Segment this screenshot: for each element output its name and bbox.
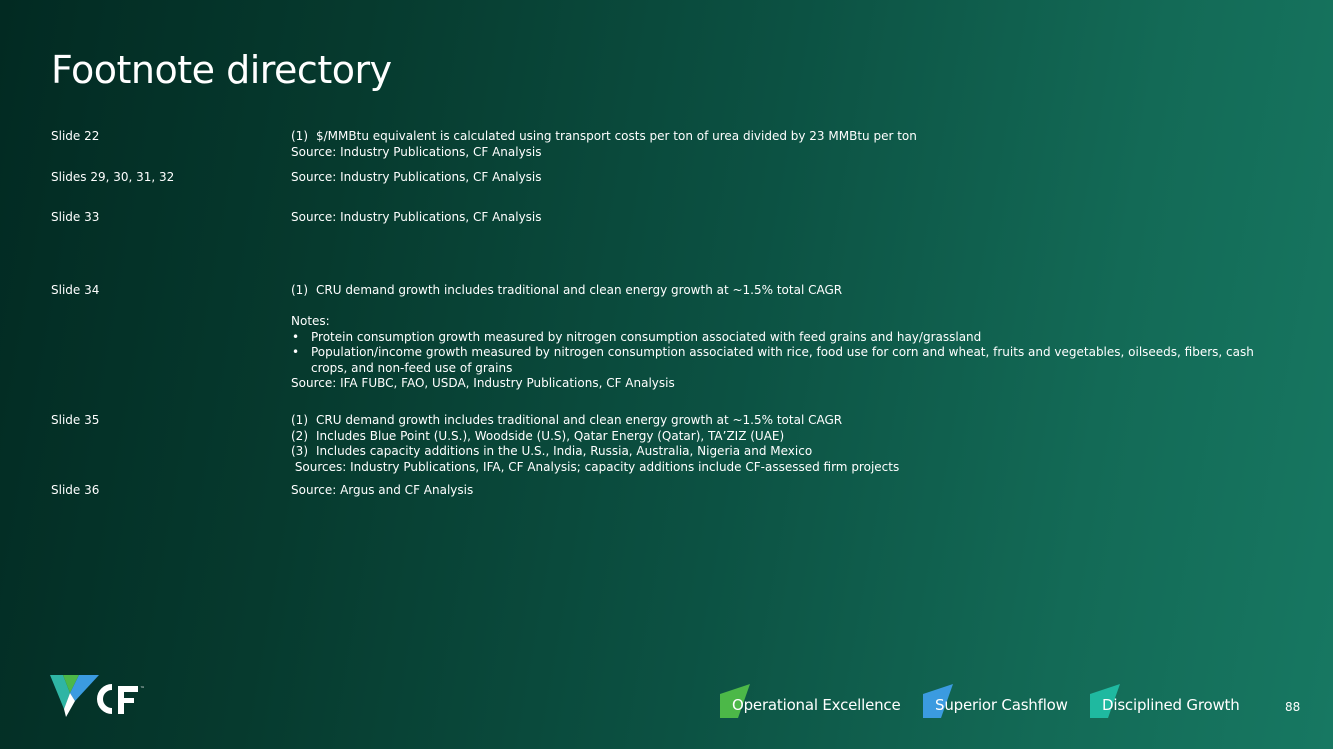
footnote-text [291, 483, 1266, 499]
slide-reference: Slide 34 [51, 283, 100, 297]
notes-heading: Notes: [291, 314, 330, 328]
slide-reference: Slide 22 [51, 129, 100, 143]
footnote-text [291, 129, 1266, 160]
page-title: Footnote directory [51, 48, 392, 92]
footnote-text [291, 413, 1266, 475]
source-note: Source: Argus and CF Analysis [291, 483, 474, 497]
source-note: Sources: Industry Publications, IFA, CF Analysis; capacity additions include CF-assessed firm projects [291, 459, 900, 474]
numbered-note: (1) CRU demand growth includes traditional and clean energy growth at ~1.5% total CAGR [291, 413, 843, 427]
slide-reference: Slides 29, 30, 31, 32 [51, 170, 175, 184]
source-note: Source: Industry Publications, CF Analysis [291, 144, 542, 159]
bullet-note: • Population/income growth measured by nitrogen consumption associated with rice, food use for corn and wheat, fruits and vegetables, oilseeds, fibers, cash crops, and non-feed use of grains [291, 345, 1266, 376]
source-note: Source: IFA FUBC, FAO, USDA, Industry Publications, CF Analysis [291, 376, 675, 390]
numbered-note: (2) Includes Blue Point (U.S.), Woodside (U.S), Qatar Energy (Qatar), TA’ZIZ (UAE) [291, 428, 785, 443]
cf-logo-mark [50, 673, 150, 719]
svg-text:™: ™ [140, 686, 145, 692]
slide-reference: Slide 35 [51, 413, 100, 427]
numbered-note: (1) CRU demand growth includes traditional and clean energy growth at ~1.5% total CAGR [291, 283, 843, 297]
numbered-note: (1) $/MMBtu equivalent is calculated using transport costs per ton of urea divided by 23 MMBtu per ton [291, 129, 917, 143]
source-note: Source: Industry Publications, CF Analysis [291, 170, 542, 184]
bullet-note: • Protein consumption growth measured by nitrogen consumption associated with feed grains and hay/grassland [291, 330, 1266, 346]
spacer [291, 299, 1266, 315]
cf-logo [50, 673, 150, 719]
footnote-text [291, 283, 1266, 392]
footnote-text [291, 210, 1266, 226]
footnote-text [291, 170, 1266, 186]
numbered-note: (3) Includes capacity additions in the U.S., India, Russia, Australia, Nigeria and Mexico [291, 444, 813, 458]
slide-reference: Slide 33 [51, 210, 100, 224]
slide-reference: Slide 36 [51, 483, 100, 497]
source-note: Source: Industry Publications, CF Analysis [291, 210, 542, 224]
page-number: 88 [1285, 700, 1301, 714]
